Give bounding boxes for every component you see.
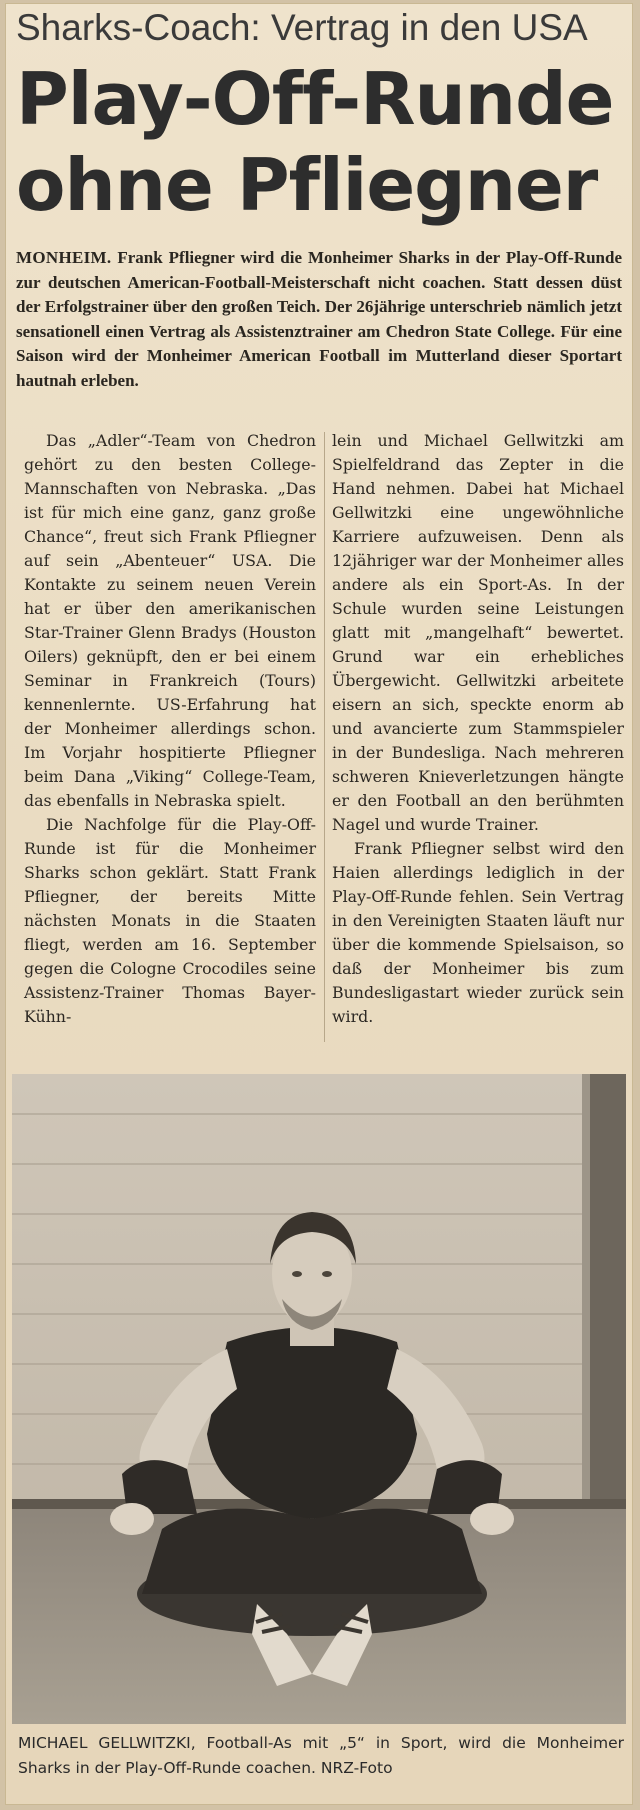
- body-column-right: [332, 429, 624, 1029]
- article-headline: [16, 56, 622, 228]
- article-lead: [16, 246, 622, 393]
- article-kicker: Sharks-Coach: Vertrag in den USA: [16, 7, 588, 48]
- lead-dateline: MONHEIM.: [16, 248, 112, 267]
- body-paragraph: lein und Michael Gellwitzki am Spielfeldrand das Zepter in die Hand nehmen. Dabei hat Michael Gellwitzki eine ungewöhnliche Karriere aufzuweisen. Denn als 12jähriger war der Monheimer alles andere als ein Sport-As. In der Schule wurden seine Leistungen glatt mit „mangelhaft“ bewertet. Grund war ein erhebliches Übergewicht. Gellwitzki arbeitete eisern an sich, speckte enorm ab und avancierte zum Stammspieler in der Bundesliga. Nach mehreren schweren Knieverletzungen hängte er den Football an den berühmten Nagel und wurde Trainer.: [332, 431, 624, 834]
- column-divider: [324, 432, 325, 1042]
- newspaper-clipping: [6, 4, 632, 1804]
- photo-michael-gellwitzki: [12, 1074, 626, 1724]
- photo-caption: MICHAEL GELLWITZKI, Football-As mit „5“ in Sport, wird die Monheimer Sharks in der Play-Off-Runde coachen. NRZ-Foto: [18, 1734, 624, 1777]
- headline-line-2: ohne Pfliegner: [16, 143, 598, 227]
- lead-text: Frank Pfliegner wird die Monheimer Sharks in der Play-Off-Runde zur deutschen American-Football-Meisterschaft nicht coachen. Statt dessen düst der Erfolgstrainer über den großen Teich. Der 26jährige unterschrieb nämlich jetzt sensationell einen Vertrag als Assistenztrainer am Chedron State College. Für eine Saison wird der Monheimer American Football im Mutterland dieser Sportart hautnah erleben.: [16, 248, 623, 390]
- headline-line-1: Play-Off-Runde: [16, 57, 614, 141]
- body-paragraph: Frank Pfliegner selbst wird den Haien allerdings lediglich in der Play-Off-Runde fehlen. Sein Vertrag in den Vereinigten Staaten läuft nur über die kommende Spielsaison, so daß der Monheimer bis zum Bundesligastart wieder zurück sein wird.: [332, 839, 624, 1026]
- body-column-left: [24, 429, 316, 1029]
- body-paragraph: Die Nachfolge für die Play-Off-Runde ist für die Monheimer Sharks schon geklärt. Statt Frank Pfliegner, der bereits Mitte nächsten Monats in die Staaten fliegt, werden am 16. September gegen die Cologne Crocodiles seine Assistenz-Trainer Thomas Bayer-Kühn-: [24, 815, 316, 1026]
- body-paragraph: Das „Adler“-Team von Chedron gehört zu den besten College-Mannschaften von Nebraska. „Das ist für mich eine ganz, ganz große Chance“, freut sich Frank Pfliegner auf sein „Abenteuer“ USA. Die Kontakte zu seinem neuen Verein hat er über den amerikanischen Star-Trainer Glenn Bradys (Houston Oilers) geknüpft, den er bei einem Seminar in Frankreich (Tours) kennenlernte. US-Erfahrung hat der Monheimer allerdings schon. Im Vorjahr hospitierte Pfliegner beim Dana „Viking“ College-Team, das ebenfalls in Nebraska spielt.: [24, 431, 316, 810]
